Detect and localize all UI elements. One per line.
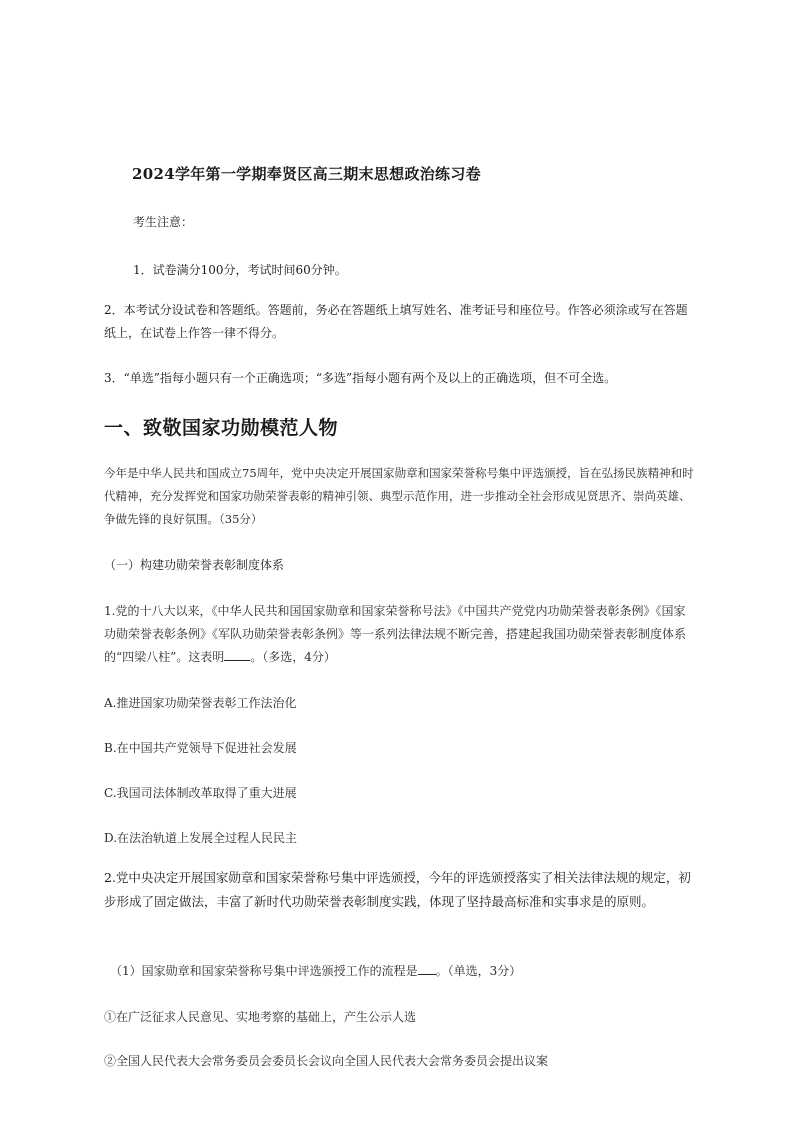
question-1-stem-tail: 。（多选，4分） bbox=[250, 650, 336, 664]
question-2-sub-1-text: （1）国家勋章和国家荣誉称号集中评选颁授工作的流程是 bbox=[110, 964, 418, 978]
process-step-2: ②全国人民代表大会常务委员会委员长会议向全国人民代表大会常务委员会提出议案 bbox=[104, 1054, 549, 1068]
section-intro: 今年是中华人民共和国成立75周年，党中央决定开展国家勋章和国家荣誉称号集中评选颁授，旨在弘扬民族精神和时代精神，充分发挥党和国家功勋荣誉表彰的精神引领、典型示范作用，进一步推动全社会形成见贤思齐、崇尚英雄、争做先锋的良好氛围。（35分） bbox=[104, 466, 694, 526]
question-1-stem bbox=[104, 600, 694, 669]
rule-3: 3．“单选”指每小题只有一个正确选项；“多选”指每小题有两个及以上的正确选项，但不可全选。 bbox=[104, 371, 617, 385]
question-1-option-d: D.在法治轨道上发展全过程人民民主 bbox=[104, 831, 298, 845]
process-step-1: ①在广泛征求人民意见、实地考察的基础上，产生公示人选 bbox=[104, 1010, 417, 1024]
section-heading: 一、致敬国家功勋模范人物 bbox=[104, 417, 339, 439]
sub-section-heading: （一）构建功勋荣誉表彰制度体系 bbox=[104, 558, 285, 572]
question-1-option-a: A.推进国家功勋荣誉表彰工作法治化 bbox=[104, 696, 297, 710]
rule-1: 1．试卷满分100分，考试时间60分钟。 bbox=[133, 263, 347, 277]
question-2-sub-1 bbox=[110, 962, 521, 979]
question-1-option-c: C.我国司法体制改革取得了重大进展 bbox=[104, 786, 297, 800]
notice-heading: 考生注意： bbox=[133, 215, 194, 229]
rule-2: 2．本考试分设试卷和答题纸。答题前，务必在答题纸上填写姓名、准考证号和座位号。作答必须涂或写在答题纸上，在试卷上作答一律不得分。 bbox=[104, 303, 688, 340]
answer-blank bbox=[418, 962, 436, 975]
question-2-sub-1-tail: 。（单选，3分） bbox=[435, 964, 522, 978]
answer-blank bbox=[224, 648, 250, 661]
exam-title: 2024学年第一学期奉贤区高三期末思想政治练习卷 bbox=[132, 165, 481, 183]
question-1-option-b: B.在中国共产党领导下促进社会发展 bbox=[104, 741, 297, 755]
question-1-stem-text: 1.党的十八大以来，《中华人民共和国国家勋章和国家荣誉称号法》《中国共产党党内功勋荣誉表彰条例》《国家功勋荣誉表彰条例》《军队功勋荣誉表彰条例》等一系列法律法规不断完善，搭建起我国功勋荣誉表彰制度体系的“四梁八柱”。这表明 bbox=[104, 604, 687, 664]
question-2-stem: 2.党中央决定开展国家勋章和国家荣誉称号集中评选颁授，今年的评选颁授落实了相关法律法规的规定，初步形成了固定做法，丰富了新时代功勋荣誉表彰制度实践，体现了坚持最高标准和实事求是的原则。 bbox=[104, 870, 691, 909]
